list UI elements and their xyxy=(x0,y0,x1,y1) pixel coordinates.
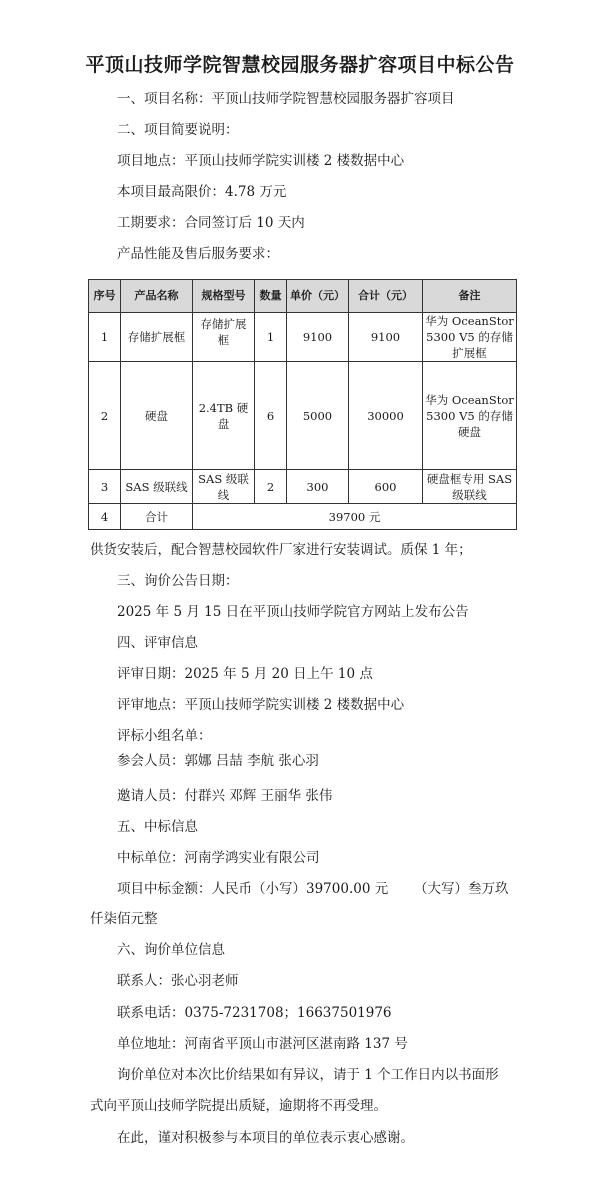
header-qty: 数量 xyxy=(255,280,287,313)
cell-no: 4 xyxy=(89,504,121,530)
brief-heading: 二、项目简要说明： xyxy=(117,122,239,138)
cell-no: 3 xyxy=(89,470,121,504)
contact-person: 联系人：张心羽老师 xyxy=(117,973,239,989)
cell-price: 5000 xyxy=(287,362,349,470)
header-name: 产品名称 xyxy=(121,280,193,313)
table-header-row xyxy=(89,280,517,313)
max-price: 本项目最高限价：4.78 万元 xyxy=(117,184,287,200)
review-heading: 四、评审信息 xyxy=(117,635,198,651)
table-sum-row xyxy=(89,504,517,530)
review-location: 评审地点：平顶山技师学院实训楼 2 楼数据中心 xyxy=(117,697,405,713)
product-table xyxy=(88,279,517,530)
cell-no: 1 xyxy=(89,313,121,362)
cell-total: 30000 xyxy=(349,362,423,470)
performance-heading: 产品性能及售后服务要求： xyxy=(117,246,279,262)
attendees: 参会人员：郭娜 吕喆 李航 张心羽 xyxy=(117,753,319,769)
cell-sum-label: 合计 xyxy=(121,504,193,530)
header-spec: 规格型号 xyxy=(193,280,255,313)
invitees: 邀请人员：付群兴 邓辉 王丽华 张伟 xyxy=(117,788,333,804)
cell-name: 存储扩展框 xyxy=(121,313,193,362)
table-row xyxy=(89,313,517,362)
cell-qty: 6 xyxy=(255,362,287,470)
cell-price: 300 xyxy=(287,470,349,504)
panel-heading: 评标小组名单： xyxy=(117,728,212,744)
objection-line2: 式向平顶山技师学院提出质疑，逾期将不再受理。 xyxy=(90,1098,387,1114)
cell-note: 华为 OceanStor 5300 V5 的存储硬盘 xyxy=(423,362,517,470)
award-heading: 五、中标信息 xyxy=(117,819,198,835)
table-row xyxy=(89,362,517,470)
thanks: 在此，谨对积极参与本项目的单位表示衷心感谢。 xyxy=(117,1130,414,1146)
inquiry-heading: 三、询价公告日期： xyxy=(117,573,239,589)
cell-name: SAS 级联线 xyxy=(121,470,193,504)
cell-total: 9100 xyxy=(349,313,423,362)
award-amount-line2: 仟柒佰元整 xyxy=(90,911,158,927)
cell-qty: 1 xyxy=(255,313,287,362)
cell-note: 华为 OceanStor 5300 V5 的存储扩展框 xyxy=(423,313,517,362)
cell-price: 9100 xyxy=(287,313,349,362)
header-no: 序号 xyxy=(89,280,121,313)
contact-heading: 六、询价单位信息 xyxy=(117,942,225,958)
review-date: 评审日期：2025 年 5 月 20 日上午 10 点 xyxy=(117,666,373,682)
schedule: 工期要求：合同签订后 10 天内 xyxy=(117,215,305,231)
cell-note: 硬盘框专用 SAS 级联线 xyxy=(423,470,517,504)
cell-spec: 存储扩展框 xyxy=(193,313,255,362)
cell-total: 600 xyxy=(349,470,423,504)
cell-no: 2 xyxy=(89,362,121,470)
cell-sum-amount: 39700 元 xyxy=(193,504,517,530)
table-row xyxy=(89,470,517,504)
header-price: 单价（元） xyxy=(287,280,349,313)
award-amount-line1: 项目中标金额：人民币（小写）39700.00 元 （大写）叁万玖 xyxy=(117,881,509,897)
header-note: 备注 xyxy=(423,280,517,313)
project-location: 项目地点：平顶山技师学院实训楼 2 楼数据中心 xyxy=(117,153,405,169)
after-table-note: 供货安装后，配合智慧校园软件厂家进行安装调试。质保 1 年； xyxy=(90,542,472,558)
inquiry-date: 2025 年 5 月 15 日在平顶山技师学院官方网站上发布公告 xyxy=(117,604,469,620)
cell-name: 硬盘 xyxy=(121,362,193,470)
contact-phone: 联系电话：0375-7231708；16637501976 xyxy=(117,1005,392,1021)
address: 单位地址：河南省平顶山市湛河区湛南路 137 号 xyxy=(117,1036,408,1052)
cell-spec: SAS 级联线 xyxy=(193,470,255,504)
project-name: 一、项目名称：平顶山技师学院智慧校园服务器扩容项目 xyxy=(117,91,455,107)
cell-spec: 2.4TB 硬盘 xyxy=(193,362,255,470)
objection-line1: 询价单位对本次比价结果如有异议，请于 1 个工作日内以书面形 xyxy=(117,1067,499,1083)
page-title: 平顶山技师学院智慧校园服务器扩容项目中标公告 xyxy=(85,54,515,76)
winner: 中标单位：河南学鸿实业有限公司 xyxy=(117,850,320,866)
cell-qty: 2 xyxy=(255,470,287,504)
header-total: 合计（元） xyxy=(349,280,423,313)
